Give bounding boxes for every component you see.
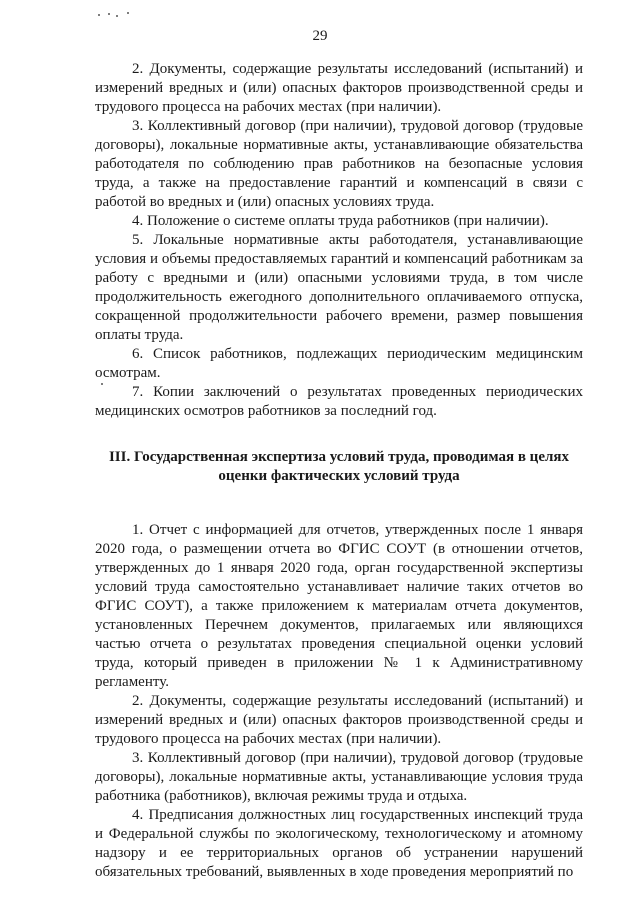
page-number: 29 (312, 28, 328, 44)
list-item: 7. Копии заключений о результатах проведенных периодических медицинских осмотров работников за последний год. (95, 384, 583, 419)
list-item: 5. Локальные нормативные акты работодателя, устанавливающие условия и объемы предоставляемых гарантий и компенсаций работникам за работу с вредными и (или) опасными условиями труда, в том числе продолжительность ежегодного дополнительного оплачиваемого отпуска, сокращенной продолжительности рабочего времени, размер повышения оплаты труда. (95, 232, 583, 343)
list-item: 3. Коллективный договор (при наличии), трудовой договор (трудовые договоры), локальные нормативные акты, устанавливающие условия труда работника (работников), включая режимы труда и отдыха. (95, 750, 583, 804)
document-body (95, 60, 583, 882)
list-item: 4. Положение о системе оплаты труда работников (при наличии). (132, 213, 549, 229)
list-item: 1. Отчет с информацией для отчетов, утвержденных после 1 января 2020 года, о размещении отчета во ФГИС СОУТ (в отношении отчетов, утвержденных до 1 января 2020 года, орган государственной экспертизы условий труда самостоятельно устанавливает наличие таких отчетов во ФГИС СОУТ), а также приложением к материалам отчета документов, установленных Перечнем документов, прилагаемых или являющихся частью отчета о результатах проведения специальной оценки условий труда, который приведен в приложении № 1 к Административному регламенту. (95, 522, 583, 690)
section-3-list (95, 521, 583, 882)
list-item: 2. Документы, содержащие результаты исследований (испытаний) и измерений вредных и (или) опасных факторов производственной среды и трудового процесса на рабочих местах (при наличии). (95, 693, 583, 747)
scan-artifact (127, 12, 129, 14)
section-heading: III. Государственная экспертиза условий труда, проводимая в целях оценки фактических условий труда (108, 449, 570, 484)
list-item: 2. Документы, содержащие результаты исследований (испытаний) и измерений вредных и (или) опасных факторов производственной среды и трудового процесса на рабочих местах (при наличии). (95, 61, 583, 115)
scan-artifact (108, 13, 110, 15)
scan-artifact (98, 14, 100, 16)
list-item: 3. Коллективный договор (при наличии), трудовой договор (трудовые договоры), локальные нормативные акты, устанавливающие обязательства работодателя по соблюдению прав работников на безопасные условия труда, а также на предоставление гарантий и компенсаций в связи с работой во вредных и (или) опасных условиях труда. (95, 118, 583, 210)
section-2-list (95, 60, 583, 421)
list-item: 6. Список работников, подлежащих периодическим медицинским осмотрам. (95, 346, 583, 381)
list-item: 4. Предписания должностных лиц государственных инспекций труда и Федеральной службы по экологическому, технологическому и атомному надзору и ее территориальных органов об устранении нарушений обязательных требований, выявленных в ходе проведения мероприятий по (95, 807, 583, 880)
scan-artifact (116, 15, 118, 17)
